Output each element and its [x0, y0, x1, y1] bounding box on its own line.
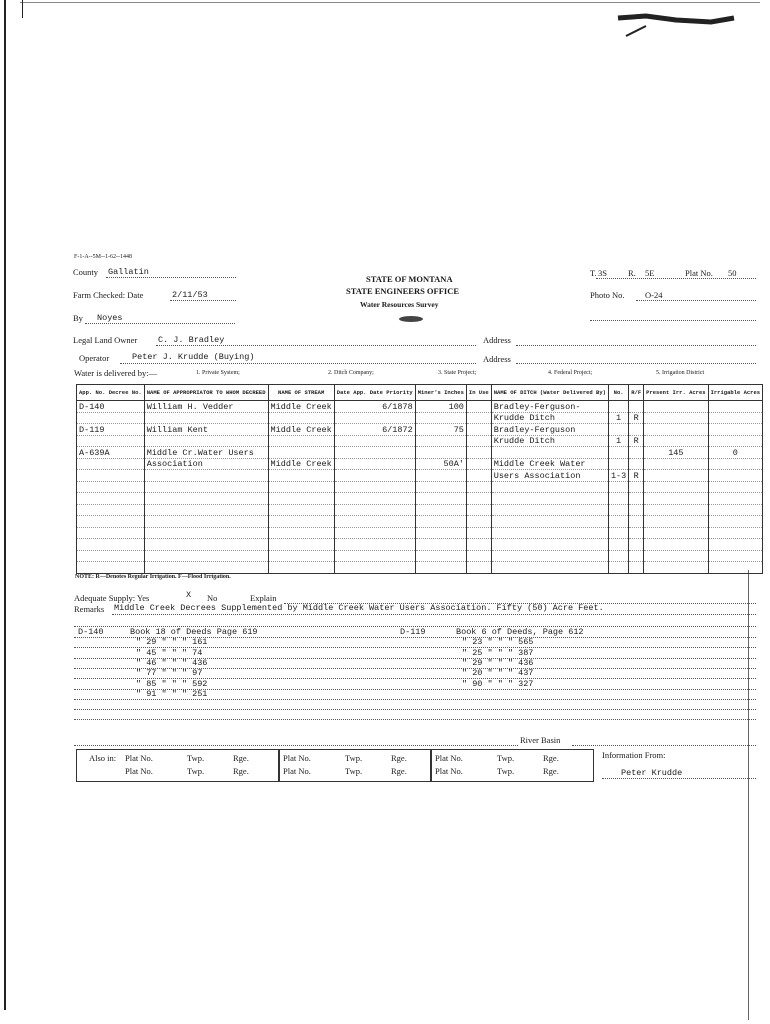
also-in-plat-label: Plat No. [125, 753, 153, 763]
cell-present-acres [644, 458, 708, 470]
cell-rf [629, 539, 644, 551]
cell-irrigable-acres [708, 481, 763, 493]
adequate-yes-mark: X [186, 590, 192, 600]
cell-no [608, 562, 628, 574]
cell-appropriator: Middle Cr.Water Users [144, 447, 268, 459]
cell-miners-inches [415, 562, 466, 574]
cell-app-no: A-639A [77, 447, 145, 459]
form-code: F-1-A--5M--1-62--1448 [74, 254, 132, 260]
deeds-rule [74, 719, 756, 720]
cell-stream [268, 504, 334, 516]
cell-present-acres [644, 539, 708, 551]
photo-line [636, 300, 756, 301]
col-in-use: In Use [466, 385, 491, 401]
cell-miners-inches [415, 550, 466, 562]
plat-value: 50 [728, 268, 737, 278]
cell-irrigable-acres [708, 504, 763, 516]
legal-owner-line [156, 345, 476, 346]
cell-present-acres [644, 527, 708, 539]
cell-no [608, 458, 628, 470]
cell-app-no [77, 516, 145, 528]
cell-date [334, 470, 415, 482]
cell-in-use [466, 527, 491, 539]
operator-label: Operator [79, 353, 110, 363]
cell-miners-inches [415, 470, 466, 482]
cell-app-no [77, 550, 145, 562]
adequate-supply-label: Adequate Supply: Yes [74, 593, 150, 603]
deeds-rule [74, 699, 756, 700]
table-row [77, 562, 763, 574]
table-row [77, 447, 763, 459]
cell-ditch [491, 562, 608, 574]
cell-no [608, 539, 628, 551]
cell-date [334, 527, 415, 539]
cell-rf [629, 424, 644, 436]
irrigation-note: NOTE: R—Denotes Regular Irrigation. F—Flood Irrigation. [75, 574, 231, 580]
table-row [77, 493, 763, 505]
cell-app-no [77, 458, 145, 470]
cell-no [608, 401, 628, 413]
cell-app-no: D-140 [77, 401, 145, 413]
cell-in-use [466, 550, 491, 562]
col-no: No. [608, 385, 628, 401]
cell-in-use [466, 562, 491, 574]
cell-no [608, 447, 628, 459]
cell-rf: R [629, 470, 644, 482]
table-row [77, 401, 763, 413]
also-in-plat-label: Plat No. [435, 753, 463, 763]
deeds-rule [74, 647, 756, 648]
office-state: STATE OF MONTANA [366, 274, 453, 284]
cell-ditch [491, 527, 608, 539]
cell-appropriator [144, 435, 268, 447]
legal-owner-value: C. J. Bradley [158, 335, 225, 345]
table-row [77, 424, 763, 436]
cell-no [608, 550, 628, 562]
cell-app-no: D-119 [77, 424, 145, 436]
deeds-rule [74, 658, 756, 659]
cell-no [608, 504, 628, 516]
address-label: Address [483, 335, 511, 345]
cell-rf [629, 447, 644, 459]
cell-present-acres [644, 562, 708, 574]
deeds-rule [74, 689, 756, 690]
cell-date [334, 435, 415, 447]
also-in-rge-label: Rge. [543, 753, 559, 763]
t-label: T. [590, 268, 597, 278]
cell-miners-inches [415, 539, 466, 551]
staple-mark [616, 8, 736, 38]
also-in-rge-label: Rge. [543, 766, 559, 776]
also-in-divider-1 [278, 750, 280, 781]
cell-date [334, 481, 415, 493]
deed-right-line: " 29 " " " 436 [462, 657, 534, 668]
plat-label: Plat No. [685, 268, 713, 278]
remarks-line [112, 614, 756, 615]
deeds-rule [74, 637, 756, 638]
col-present-acres: Present Irr. Acres [644, 385, 708, 401]
cell-stream [268, 412, 334, 424]
cell-app-no [77, 539, 145, 551]
cell-present-acres [644, 504, 708, 516]
cell-present-acres [644, 412, 708, 424]
photo-label: Photo No. [590, 290, 625, 300]
table-row [77, 458, 763, 470]
cell-no [608, 516, 628, 528]
also-in-rge-label: Rge. [233, 753, 249, 763]
adequate-explain-label: Explain [250, 593, 277, 603]
deed-left-line: " 46 " " " 436 [136, 657, 208, 668]
county-line [106, 277, 236, 278]
table-row [77, 504, 763, 516]
cell-miners-inches: 100 [415, 401, 466, 413]
also-in-box [76, 749, 594, 782]
cell-in-use [466, 458, 491, 470]
deed-left-line: " 85 " " " 592 [136, 678, 208, 689]
also-in-label: Also in: [89, 753, 117, 763]
cell-present-acres: 145 [644, 447, 708, 459]
cell-miners-inches: 50A' [415, 458, 466, 470]
also-in-twp-label: Twp. [187, 753, 205, 763]
also-in-plat-label: Plat No. [435, 766, 463, 776]
cell-ditch [491, 550, 608, 562]
cell-in-use [466, 401, 491, 413]
cell-present-acres [644, 435, 708, 447]
cell-in-use [466, 435, 491, 447]
deeds-rule [74, 668, 756, 669]
also-in-plat-label: Plat No. [283, 753, 311, 763]
cell-stream [268, 539, 334, 551]
table-row [77, 527, 763, 539]
farm-checked-label: Farm Checked: Date [73, 290, 144, 300]
cell-rf [629, 562, 644, 574]
cell-date [334, 516, 415, 528]
cell-rf [629, 493, 644, 505]
col-miners-inches: Miner's Inches [415, 385, 466, 401]
cell-date [334, 447, 415, 459]
cell-stream: Middle Creek [268, 401, 334, 413]
col-irrigable-acres: Irrigable Acres [708, 385, 763, 401]
cell-ditch [491, 481, 608, 493]
deed-right-line: " 25 " " " 387 [462, 647, 534, 658]
farm-checked-line [170, 300, 236, 301]
deed-left-line: " 29 " " " 161 [136, 637, 208, 648]
cell-present-acres [644, 401, 708, 413]
cell-irrigable-acres [708, 562, 763, 574]
cell-irrigable-acres [708, 539, 763, 551]
cell-ditch: Krudde Ditch [491, 412, 608, 424]
cell-present-acres [644, 424, 708, 436]
cell-in-use [466, 424, 491, 436]
cell-rf [629, 401, 644, 413]
deed-left-line: Book 18 of Deeds Page 619 [130, 627, 258, 637]
cell-in-use [466, 470, 491, 482]
river-basin-label: River Basin [520, 735, 561, 745]
cell-ditch: Bradley-Ferguson [491, 424, 608, 436]
water-rights-table [76, 384, 763, 574]
cell-stream [268, 435, 334, 447]
cell-miners-inches [415, 504, 466, 516]
cell-present-acres [644, 493, 708, 505]
also-in-plat-label: Plat No. [283, 766, 311, 776]
deed-right-line: " 23 " " " 565 [462, 637, 534, 648]
cell-ditch [491, 539, 608, 551]
cell-rf: R [629, 435, 644, 447]
office-sub: Water Resources Survey [360, 300, 439, 309]
by-line [85, 323, 235, 324]
delivery-option-2: 2. Ditch Company; [328, 370, 374, 376]
cell-date [334, 504, 415, 516]
cell-no [608, 493, 628, 505]
table-row [77, 516, 763, 528]
cell-ditch [491, 504, 608, 516]
cell-date: 6/1872 [334, 424, 415, 436]
cell-appropriator [144, 481, 268, 493]
cell-appropriator [144, 550, 268, 562]
cell-app-no [77, 481, 145, 493]
cell-date: 6/1878 [334, 401, 415, 413]
cell-in-use [466, 516, 491, 528]
cell-present-acres [644, 481, 708, 493]
r-value: 5E [645, 268, 655, 278]
cell-irrigable-acres [708, 516, 763, 528]
legal-owner-label: Legal Land Owner [73, 335, 138, 345]
col-appropriator: NAME OF APPROPRIATOR TO WHOM DECREED [144, 385, 268, 401]
col-date: Date App. Date Priority [334, 385, 415, 401]
cell-irrigable-acres [708, 401, 763, 413]
deeds-rule [74, 678, 756, 679]
cell-irrigable-acres [708, 493, 763, 505]
delivery-option-5: 5. Irrigation District [656, 370, 705, 376]
cell-no [608, 424, 628, 436]
deed-right-line: " 90 " " " 327 [462, 678, 534, 689]
cell-no [608, 527, 628, 539]
information-from-label: Information From: [602, 750, 666, 760]
cell-miners-inches [415, 447, 466, 459]
table-row [77, 435, 763, 447]
cell-in-use [466, 504, 491, 516]
also-in-twp-label: Twp. [345, 753, 363, 763]
deeds-rule [74, 709, 756, 710]
cell-appropriator: William H. Vedder [144, 401, 268, 413]
state-seal-icon [396, 314, 426, 324]
cell-stream [268, 527, 334, 539]
cell-present-acres [644, 516, 708, 528]
deed-right-line: Book 6 of Deeds, Page 612 [456, 627, 584, 637]
deed-left-line: " 77 " " " 97 [136, 668, 203, 679]
cell-date [334, 550, 415, 562]
delivery-label: Water is delivered by:— [74, 368, 158, 378]
cell-stream [268, 481, 334, 493]
cell-stream [268, 516, 334, 528]
cell-appropriator [144, 470, 268, 482]
cell-stream: Middle Creek [268, 458, 334, 470]
also-in-rge-label: Rge. [233, 766, 249, 776]
delivery-option-3: 3. State Project; [438, 370, 477, 376]
cell-miners-inches [415, 412, 466, 424]
cell-stream: Middle Creek [268, 424, 334, 436]
cell-miners-inches: 75 [415, 424, 466, 436]
cell-rf [629, 458, 644, 470]
cell-no: 1 [608, 435, 628, 447]
cell-no: 1 [608, 412, 628, 424]
also-in-divider-2 [430, 750, 432, 781]
cell-rf [629, 481, 644, 493]
deeds-right-head: D-119 [400, 627, 426, 637]
cell-in-use [466, 412, 491, 424]
cell-irrigable-acres [708, 527, 763, 539]
river-basin-line-right [572, 745, 756, 746]
by-label: By [73, 313, 83, 323]
cell-ditch [491, 516, 608, 528]
cell-app-no [77, 435, 145, 447]
col-ditch: NAME OF DITCH (Water Delivered By) [491, 385, 608, 401]
also-in-twp-label: Twp. [187, 766, 205, 776]
also-in-twp-label: Twp. [497, 766, 515, 776]
cell-app-no [77, 412, 145, 424]
cell-appropriator [144, 539, 268, 551]
delivery-option-1: 1. Private System; [196, 370, 240, 376]
cell-ditch: Krudde Ditch [491, 435, 608, 447]
also-in-rge-label: Rge. [391, 753, 407, 763]
cell-irrigable-acres [708, 412, 763, 424]
header-right-line [596, 278, 756, 279]
cell-date [334, 562, 415, 574]
cell-appropriator [144, 516, 268, 528]
county-value: Gallatin [108, 267, 149, 277]
cell-irrigable-acres [708, 435, 763, 447]
cell-irrigable-acres [708, 550, 763, 562]
information-from-value: Peter Krudde [621, 768, 683, 778]
deeds-left-head: D-140 [78, 627, 104, 637]
also-in-twp-label: Twp. [497, 753, 515, 763]
t-value: 3S [598, 268, 607, 278]
cell-app-no [77, 493, 145, 505]
cell-ditch: Users Association [491, 470, 608, 482]
cell-miners-inches [415, 516, 466, 528]
also-in-plat-label: Plat No. [125, 766, 153, 776]
cell-appropriator [144, 562, 268, 574]
remarks-value: Middle Creek Decrees Supplemented by Middle Creek Water Users Association. Fifty (50) Acre Feet. [114, 603, 604, 613]
r-label: R. [628, 268, 636, 278]
top-page-edge [20, 2, 760, 3]
cell-irrigable-acres: 0 [708, 447, 763, 459]
deed-left-line: " 91 " " " 251 [136, 688, 208, 699]
address2-label: Address [483, 354, 511, 364]
cell-present-acres [644, 550, 708, 562]
cell-rf [629, 516, 644, 528]
address-line [516, 345, 756, 346]
table-row [77, 470, 763, 482]
cell-ditch: Middle Creek Water [491, 458, 608, 470]
left-page-edge [4, 0, 6, 1010]
cell-irrigable-acres [708, 424, 763, 436]
cell-ditch [491, 493, 608, 505]
cell-date [334, 539, 415, 551]
cell-miners-inches [415, 435, 466, 447]
col-app-no: App. No. Decree No. [77, 385, 145, 401]
deed-left-line: " 45 " " " 74 [136, 647, 203, 658]
operator-value: Peter J. Krudde (Buying) [132, 352, 255, 362]
by-value: Noyes [97, 313, 123, 323]
cell-appropriator: William Kent [144, 424, 268, 436]
table-row [77, 539, 763, 551]
cell-in-use [466, 493, 491, 505]
cell-stream [268, 550, 334, 562]
deed-right-line: " 20 " " " 437 [462, 668, 534, 679]
cell-miners-inches [415, 481, 466, 493]
cell-appropriator [144, 412, 268, 424]
cell-app-no [77, 504, 145, 516]
river-basin-line-left [74, 745, 518, 746]
address2-line [516, 363, 756, 364]
county-label: County [73, 267, 99, 277]
cell-rf: R [629, 412, 644, 424]
office-name: STATE ENGINEERS OFFICE [346, 286, 460, 296]
photo-value: O-24 [645, 290, 663, 300]
cell-irrigable-acres [708, 470, 763, 482]
cell-date [334, 458, 415, 470]
cell-ditch [491, 447, 608, 459]
col-rf: R/F [629, 385, 644, 401]
delivery-option-4: 4. Federal Project; [548, 370, 593, 376]
cell-rf [629, 504, 644, 516]
also-in-rge-label: Rge. [391, 766, 407, 776]
cell-ditch: Bradley-Ferguson- [491, 401, 608, 413]
cell-date [334, 493, 415, 505]
table-row [77, 481, 763, 493]
top-left-corner-mark [22, 0, 23, 18]
cell-irrigable-acres [708, 458, 763, 470]
cell-app-no [77, 562, 145, 574]
cell-appropriator [144, 493, 268, 505]
information-from-line [602, 778, 756, 779]
col-stream: NAME OF STREAM [268, 385, 334, 401]
cell-stream [268, 470, 334, 482]
cell-miners-inches [415, 527, 466, 539]
cell-miners-inches [415, 493, 466, 505]
adequate-no-label: No [207, 593, 218, 603]
cell-app-no [77, 527, 145, 539]
cell-no: 1-3 [608, 470, 628, 482]
table-row [77, 412, 763, 424]
also-in-twp-label: Twp. [345, 766, 363, 776]
cell-in-use [466, 481, 491, 493]
cell-stream [268, 493, 334, 505]
cell-appropriator [144, 504, 268, 516]
table-row [77, 550, 763, 562]
cell-stream [268, 447, 334, 459]
cell-rf [629, 550, 644, 562]
cell-date [334, 412, 415, 424]
table-header-row [77, 385, 763, 401]
farm-checked-value: 2/11/53 [172, 290, 208, 300]
cell-app-no [77, 470, 145, 482]
remarks-label: Remarks [74, 604, 105, 614]
right-blank-line [590, 320, 756, 321]
operator-line [120, 363, 476, 364]
cell-appropriator: Association [144, 458, 268, 470]
cell-stream [268, 562, 334, 574]
cell-appropriator [144, 527, 268, 539]
cell-present-acres [644, 470, 708, 482]
cell-in-use [466, 539, 491, 551]
cell-in-use [466, 447, 491, 459]
cell-no [608, 481, 628, 493]
cell-rf [629, 527, 644, 539]
